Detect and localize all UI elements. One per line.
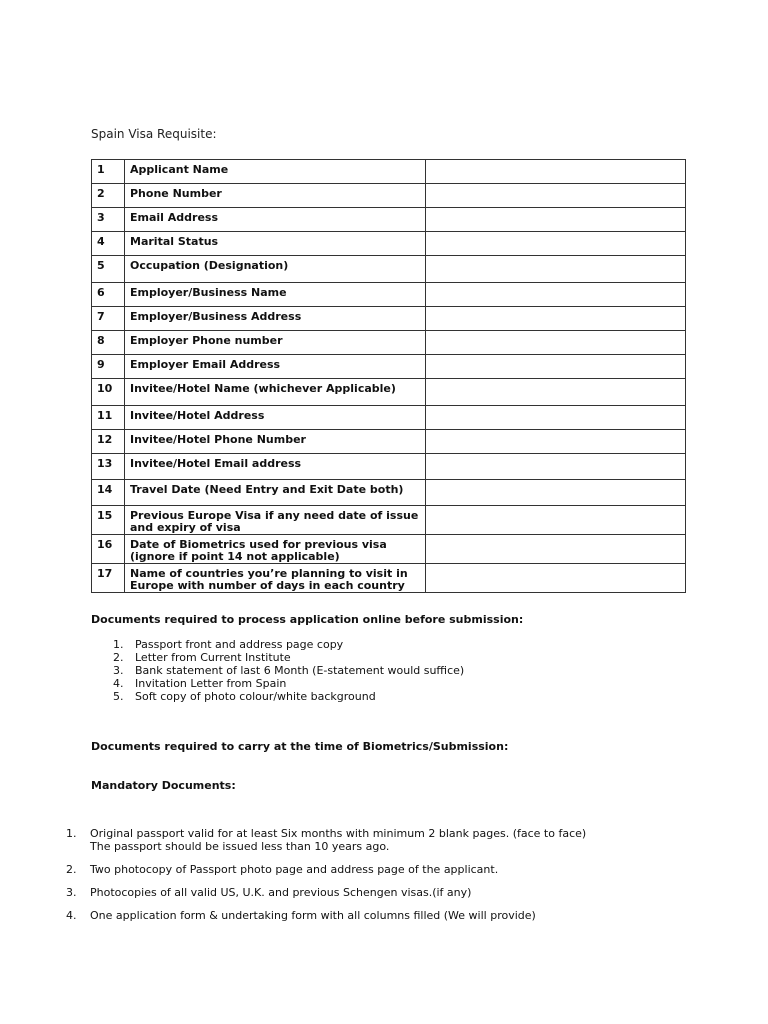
row-number: 8 bbox=[92, 331, 125, 355]
field-value-cell[interactable] bbox=[426, 480, 686, 506]
list-number: 5. bbox=[113, 690, 124, 703]
row-number: 11 bbox=[92, 406, 125, 430]
list-number: 3. bbox=[113, 664, 124, 677]
list-text: Invitation Letter from Spain bbox=[135, 677, 287, 690]
table-row bbox=[92, 232, 686, 256]
row-number: 7 bbox=[92, 307, 125, 331]
biometrics-docs-heading: Documents required to carry at the time of Biometrics/Submission: bbox=[91, 740, 509, 753]
table-row bbox=[92, 283, 686, 307]
table-row bbox=[92, 535, 686, 564]
list-text: Passport front and address page copy bbox=[135, 638, 344, 651]
list-text: Photocopies of all valid US, U.K. and previous Schengen visas.(if any) bbox=[90, 886, 472, 899]
row-number: 13 bbox=[92, 454, 125, 480]
field-value-cell[interactable] bbox=[426, 454, 686, 480]
requisite-table bbox=[91, 159, 686, 593]
field-value-cell[interactable] bbox=[426, 430, 686, 454]
field-label: Invitee/Hotel Phone Number bbox=[125, 430, 426, 454]
mandatory-docs-heading: Mandatory Documents: bbox=[91, 779, 236, 792]
list-item bbox=[113, 677, 464, 690]
field-value-cell[interactable] bbox=[426, 307, 686, 331]
row-number: 3 bbox=[92, 208, 125, 232]
table-row bbox=[92, 406, 686, 430]
field-label: Applicant Name bbox=[125, 160, 426, 184]
field-value-cell[interactable] bbox=[426, 535, 686, 564]
field-value-cell[interactable] bbox=[426, 506, 686, 535]
row-number: 4 bbox=[92, 232, 125, 256]
list-item bbox=[66, 909, 706, 922]
field-label: Marital Status bbox=[125, 232, 426, 256]
field-value-cell[interactable] bbox=[426, 208, 686, 232]
list-text: Letter from Current Institute bbox=[135, 651, 291, 664]
row-number: 10 bbox=[92, 379, 125, 406]
table-row bbox=[92, 208, 686, 232]
field-value-cell[interactable] bbox=[426, 256, 686, 283]
table-row bbox=[92, 307, 686, 331]
row-number: 6 bbox=[92, 283, 125, 307]
table-row bbox=[92, 506, 686, 535]
list-number: 1. bbox=[66, 827, 77, 840]
table-row bbox=[92, 430, 686, 454]
field-value-cell[interactable] bbox=[426, 355, 686, 379]
field-value-cell[interactable] bbox=[426, 564, 686, 593]
field-label: Invitee/Hotel Name (whichever Applicable) bbox=[125, 379, 426, 406]
field-value-cell[interactable] bbox=[426, 331, 686, 355]
table-row bbox=[92, 480, 686, 506]
field-value-cell[interactable] bbox=[426, 184, 686, 208]
row-number: 2 bbox=[92, 184, 125, 208]
list-item bbox=[113, 690, 464, 703]
field-value-cell[interactable] bbox=[426, 283, 686, 307]
list-number: 3. bbox=[66, 886, 77, 899]
field-label: Employer Phone number bbox=[125, 331, 426, 355]
mandatory-docs-list bbox=[66, 827, 706, 932]
list-item bbox=[113, 638, 464, 651]
table-row bbox=[92, 379, 686, 406]
page-title: Spain Visa Requisite: bbox=[91, 127, 217, 141]
field-label: Invitee/Hotel Address bbox=[125, 406, 426, 430]
list-text: Soft copy of photo colour/white background bbox=[135, 690, 376, 703]
online-docs-heading: Documents required to process application online before submission: bbox=[91, 613, 524, 626]
list-item bbox=[66, 827, 706, 853]
list-number: 2. bbox=[113, 651, 124, 664]
field-value-cell[interactable] bbox=[426, 379, 686, 406]
field-label: Occupation (Designation) bbox=[125, 256, 426, 283]
table-row bbox=[92, 256, 686, 283]
field-label: Phone Number bbox=[125, 184, 426, 208]
field-label: Previous Europe Visa if any need date of issue and expiry of visa bbox=[125, 506, 426, 535]
field-value-cell[interactable] bbox=[426, 160, 686, 184]
list-item bbox=[66, 863, 706, 876]
list-text: Two photocopy of Passport photo page and address page of the applicant. bbox=[90, 863, 499, 876]
field-value-cell[interactable] bbox=[426, 232, 686, 256]
field-label: Invitee/Hotel Email address bbox=[125, 454, 426, 480]
table-row bbox=[92, 160, 686, 184]
list-item bbox=[113, 651, 464, 664]
list-item bbox=[113, 664, 464, 677]
field-value-cell[interactable] bbox=[426, 406, 686, 430]
field-label: Employer Email Address bbox=[125, 355, 426, 379]
list-number: 4. bbox=[66, 909, 77, 922]
table-row bbox=[92, 454, 686, 480]
field-label: Employer/Business Name bbox=[125, 283, 426, 307]
row-number: 16 bbox=[92, 535, 125, 564]
list-text: One application form & undertaking form with all columns filled (We will provide) bbox=[90, 909, 536, 922]
field-label: Date of Biometrics used for previous visa (ignore if point 14 not applicable) bbox=[125, 535, 426, 564]
list-number: 1. bbox=[113, 638, 124, 651]
table-row bbox=[92, 331, 686, 355]
table-row bbox=[92, 564, 686, 593]
row-number: 12 bbox=[92, 430, 125, 454]
row-number: 9 bbox=[92, 355, 125, 379]
row-number: 17 bbox=[92, 564, 125, 593]
table-row bbox=[92, 184, 686, 208]
row-number: 5 bbox=[92, 256, 125, 283]
list-number: 4. bbox=[113, 677, 124, 690]
row-number: 14 bbox=[92, 480, 125, 506]
field-label: Name of countries you’re planning to visit in Europe with number of days in each country bbox=[125, 564, 426, 593]
list-text: Bank statement of last 6 Month (E-statement would suffice) bbox=[135, 664, 465, 677]
field-label: Email Address bbox=[125, 208, 426, 232]
online-docs-list bbox=[113, 638, 464, 703]
list-number: 2. bbox=[66, 863, 77, 876]
table-row bbox=[92, 355, 686, 379]
field-label: Travel Date (Need Entry and Exit Date both) bbox=[125, 480, 426, 506]
list-item bbox=[66, 886, 706, 899]
field-label: Employer/Business Address bbox=[125, 307, 426, 331]
list-text: Original passport valid for at least Six months with minimum 2 blank pages. (face to face) The passport should be issued less than 10 years ago. bbox=[90, 827, 587, 853]
row-number: 15 bbox=[92, 506, 125, 535]
row-number: 1 bbox=[92, 160, 125, 184]
